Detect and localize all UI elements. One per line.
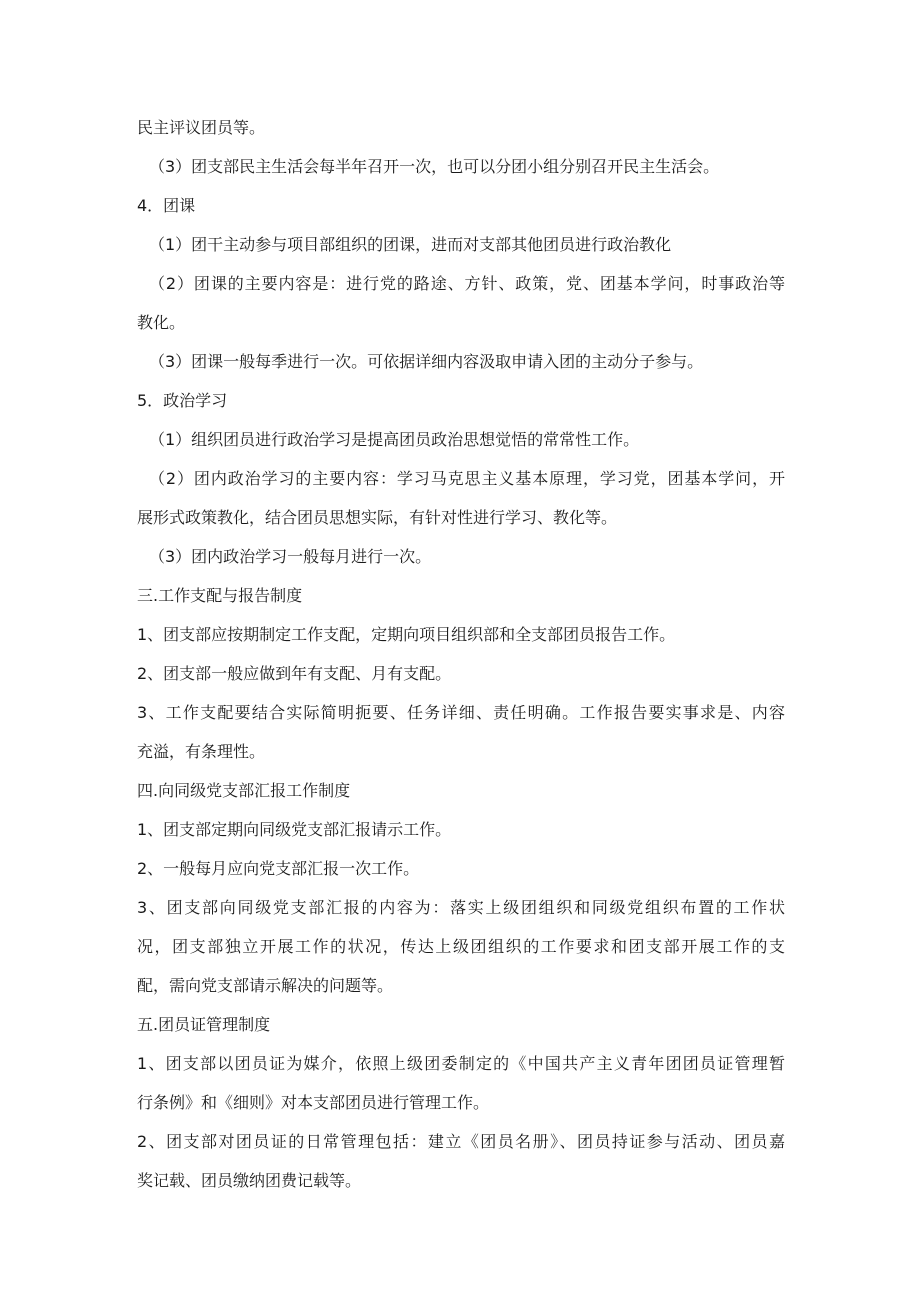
text-line: 2、团支部对团员证的日常管理包括：建立《团员名册》、团员持证参与活动、团员嘉: [137, 1132, 785, 1151]
text-line: 奖记载、团员缴纳团费记载等。: [137, 1171, 362, 1190]
text-line: 4．团课: [137, 196, 196, 215]
text-line: 1、团支部定期向同级党支部汇报请示工作。: [137, 820, 452, 839]
text-line: 2、团支部一般应做到年有支配、月有支配。: [137, 664, 452, 683]
text-line: 民主评议团员等。: [137, 118, 266, 137]
text-line: 五.团员证管理制度: [137, 1015, 271, 1034]
text-line: 3、团支部向同级党支部汇报的内容为：落实上级团组织和同级党组织布置的工作状: [137, 898, 785, 917]
text-line: （1）团干主动参与项目部组织的团课，进而对支部其他团员进行政治教化: [149, 235, 672, 254]
text-line: （3）团内政治学习一般每月进行一次。: [149, 547, 432, 566]
text-line: （3）团支部民主生活会每半年召开一次，也可以分团小组分别召开民主生活会。: [149, 157, 720, 176]
text-line: 况，团支部独立开展工作的状况，传达上级团组织的工作要求和团支部开展工作的支: [137, 937, 785, 956]
text-line: 3、工作支配要结合实际简明扼要、任务详细、责任明确。工作报告要实事求是、内容: [137, 703, 785, 722]
text-line: 充溢，有条理性。: [137, 742, 266, 761]
text-line: 教化。: [137, 313, 186, 332]
text-line: （3）团课一般每季进行一次。可依据详细内容汲取申请入团的主动分子参与。: [149, 352, 704, 371]
text-line: 配，需向党支部请示解决的问题等。: [137, 976, 394, 995]
text-line: 四.向同级党支部汇报工作制度: [137, 781, 351, 800]
text-line: 三.工作支配与报告制度: [137, 586, 303, 605]
text-line: （2）团内政治学习的主要内容：学习马克思主义基本原理，学习党，团基本学问，开: [149, 469, 785, 488]
text-line: （1）组织团员进行政治学习是提高团员政治思想觉悟的常常性工作。: [149, 430, 640, 449]
text-line: 1、团支部应按期制定工作支配，定期向项目组织部和全支部团员报告工作。: [137, 625, 676, 644]
text-line: 1、团支部以团员证为媒介，依照上级团委制定的《中国共产主义青年团团员证管理暂: [137, 1054, 785, 1073]
text-line: 5．政治学习: [137, 391, 228, 410]
text-line: 行条例》和《细则》对本支部团员进行管理工作。: [137, 1093, 490, 1112]
text-line: （2）团课的主要内容是：进行党的路途、方针、政策，党、团基本学问，时事政治等: [149, 274, 785, 293]
text-line: 2、一般每月应向党支部汇报一次工作。: [137, 859, 420, 878]
document-body: [137, 108, 785, 1200]
text-line: 展形式政策教化，结合团员思想实际，有针对性进行学习、教化等。: [137, 508, 618, 527]
